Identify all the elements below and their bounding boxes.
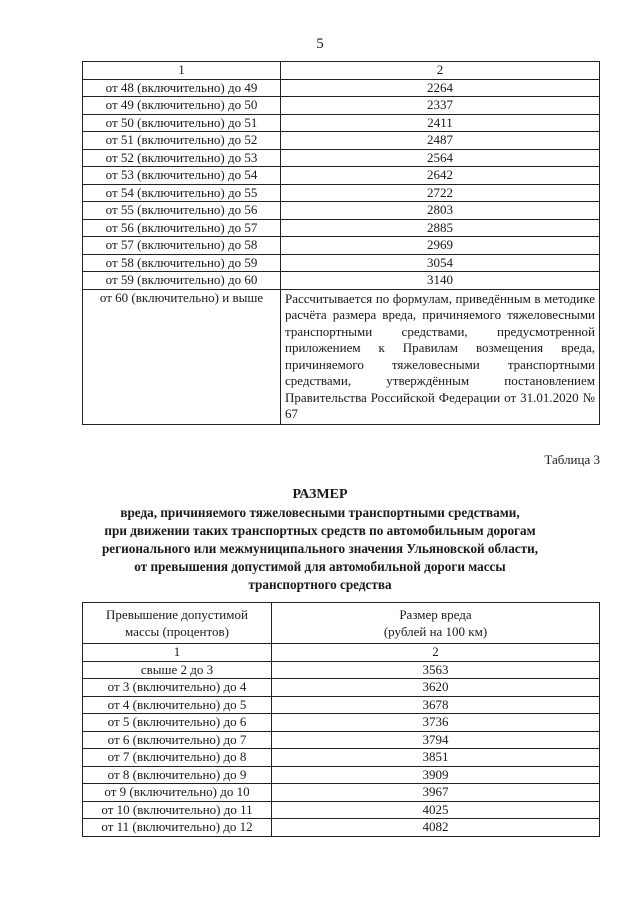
column-number: 1 xyxy=(83,644,272,662)
table-header-row xyxy=(83,603,600,644)
table-row xyxy=(83,97,600,115)
value-cell: 3967 xyxy=(272,784,600,802)
range-cell: от 6 (включительно) до 7 xyxy=(83,731,272,749)
heading-line: вреда, причиняемого тяжеловесными транспортными средствами, xyxy=(120,505,520,520)
column-header-damage: Размер вреда (рублей на 100 км) xyxy=(272,603,600,644)
range-cell: от 58 (включительно) до 59 xyxy=(83,254,281,272)
table-row xyxy=(83,202,600,220)
table-row xyxy=(83,114,600,132)
table-row xyxy=(83,784,600,802)
table-row xyxy=(83,801,600,819)
column-header-excess: Превышение допустимой массы (процентов) xyxy=(83,603,272,644)
range-cell: от 50 (включительно) до 51 xyxy=(83,114,281,132)
formula-note-cell: Рассчитывается по формулам, приведённым в методике расчёта размера вреда, причиняемого тяжеловесными транспортными средствами, предусмотренной приложением к Правилам возмещения вреда, причиняемого тяжеловесными транспортными средствами, утверждённым постановлением Правительства Российской Федерации от 31.01.2020 № 67 xyxy=(281,289,600,424)
range-cell: от 59 (включительно) до 60 xyxy=(83,272,281,290)
range-cell: от 54 (включительно) до 55 xyxy=(83,184,281,202)
table-row xyxy=(83,766,600,784)
column-number: 1 xyxy=(83,62,281,80)
table-row xyxy=(83,184,600,202)
table-row xyxy=(83,289,600,424)
range-cell: от 56 (включительно) до 57 xyxy=(83,219,281,237)
table-row xyxy=(83,696,600,714)
range-cell: от 10 (включительно) до 11 xyxy=(83,801,272,819)
page-number: 5 xyxy=(316,36,324,52)
heading-line: регионального или межмуниципального значения Ульяновской области, xyxy=(101,541,539,556)
value-cell: 3140 xyxy=(281,272,600,290)
table-row xyxy=(83,819,600,837)
value-cell: 3620 xyxy=(272,679,600,697)
range-cell: от 48 (включительно) до 49 xyxy=(83,79,281,97)
value-cell: 2969 xyxy=(281,237,600,255)
range-cell: от 51 (включительно) до 52 xyxy=(83,132,281,150)
range-cell: от 52 (включительно) до 53 xyxy=(83,149,281,167)
column-number: 2 xyxy=(281,62,600,80)
range-cell: от 8 (включительно) до 9 xyxy=(83,766,272,784)
value-cell: 2264 xyxy=(281,79,600,97)
value-cell: 2803 xyxy=(281,202,600,220)
damage-table-3 xyxy=(82,602,600,837)
table-numbering-row xyxy=(83,644,600,662)
range-cell: свыше 2 до 3 xyxy=(83,661,272,679)
heading-line: при движении таких транспортных средств по автомобильным дорогам xyxy=(104,523,536,538)
table-row xyxy=(83,219,600,237)
table-row xyxy=(83,679,600,697)
value-cell: 3794 xyxy=(272,731,600,749)
table-caption: Таблица 3 xyxy=(544,452,600,467)
range-cell: от 11 (включительно) до 12 xyxy=(83,819,272,837)
range-cell: от 53 (включительно) до 54 xyxy=(83,167,281,185)
value-cell: 3851 xyxy=(272,749,600,767)
value-cell: 2411 xyxy=(281,114,600,132)
value-cell: 2642 xyxy=(281,167,600,185)
value-cell: 3909 xyxy=(272,766,600,784)
value-cell: 3678 xyxy=(272,696,600,714)
range-cell: от 7 (включительно) до 8 xyxy=(83,749,272,767)
table-row xyxy=(83,714,600,732)
heading-title: РАЗМЕР xyxy=(292,487,348,502)
value-cell: 3054 xyxy=(281,254,600,272)
table-heading xyxy=(60,486,580,594)
value-cell: 2337 xyxy=(281,97,600,115)
value-cell: 4082 xyxy=(272,819,600,837)
value-cell: 2722 xyxy=(281,184,600,202)
column-number: 2 xyxy=(272,644,600,662)
table-row xyxy=(83,132,600,150)
table-row xyxy=(83,749,600,767)
heading-line: от превышения допустимой для автомобильной дороги массы xyxy=(134,559,506,574)
table-row xyxy=(83,254,600,272)
value-cell: 3736 xyxy=(272,714,600,732)
value-cell: 4025 xyxy=(272,801,600,819)
table-header-row xyxy=(83,62,600,80)
table-row xyxy=(83,237,600,255)
range-cell: от 3 (включительно) до 4 xyxy=(83,679,272,697)
value-cell: 2487 xyxy=(281,132,600,150)
table-row xyxy=(83,167,600,185)
value-cell: 2885 xyxy=(281,219,600,237)
range-cell: от 49 (включительно) до 50 xyxy=(83,97,281,115)
damage-table-continued xyxy=(82,61,600,425)
range-cell: от 57 (включительно) до 58 xyxy=(83,237,281,255)
range-cell: от 5 (включительно) до 6 xyxy=(83,714,272,732)
value-cell: 2564 xyxy=(281,149,600,167)
range-cell: от 9 (включительно) до 10 xyxy=(83,784,272,802)
table-row xyxy=(83,661,600,679)
table-row xyxy=(83,272,600,290)
range-cell: от 4 (включительно) до 5 xyxy=(83,696,272,714)
table-row xyxy=(83,149,600,167)
table-row xyxy=(83,79,600,97)
heading-line: транспортного средства xyxy=(248,577,392,592)
table-row xyxy=(83,731,600,749)
range-cell: от 60 (включительно) и выше xyxy=(83,289,281,424)
range-cell: от 55 (включительно) до 56 xyxy=(83,202,281,220)
value-cell: 3563 xyxy=(272,661,600,679)
